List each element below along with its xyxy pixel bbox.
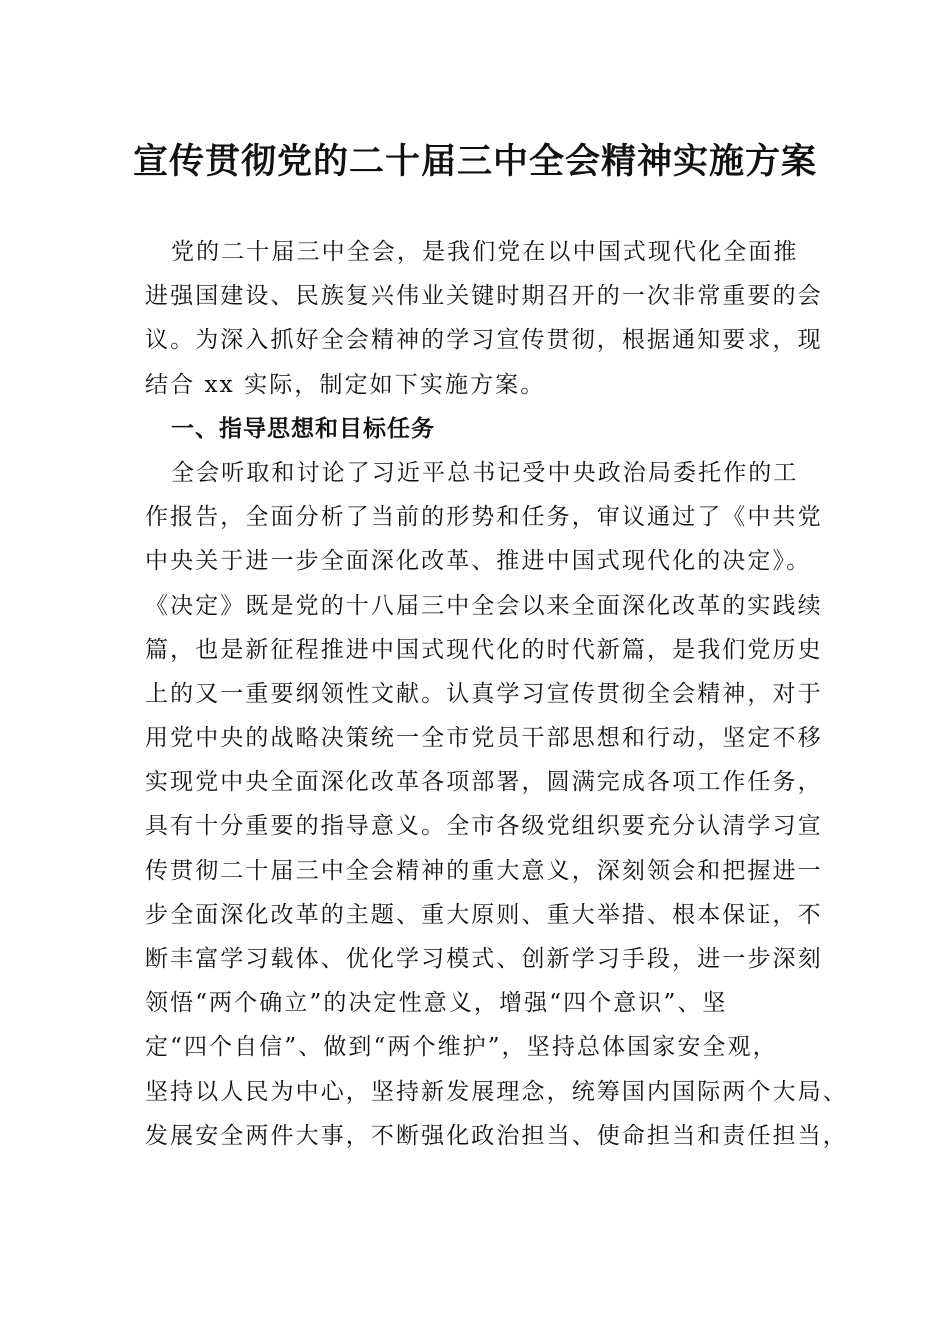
- paragraph-line: 断丰富学习载体、优化学习模式、创新学习手段，进一步深刻: [145, 946, 823, 972]
- paragraph-line: 全会听取和讨论了习近平总书记受中央政治局委托作的工: [171, 459, 799, 486]
- paragraph-line: 作报告，全面分析了当前的形势和任务，审议通过了《中共党: [145, 504, 823, 531]
- paragraph-line: 实现党中央全面深化改革各项部署，圆满完成各项工作任务，: [145, 769, 823, 796]
- paragraph-line: 上的又一重要纲领性文献。认真学习宣传贯彻全会精神，对于: [145, 680, 823, 707]
- paragraph-line: 党的二十届三中全会，是我们党在以中国式现代化全面推: [171, 239, 799, 265]
- paragraph-line: 具有十分重要的指导意义。全市各级党组织要充分认清学习宣: [145, 813, 823, 840]
- paragraph-line: 步全面深化改革的主题、重大原则、重大举措、根本保证，不: [145, 901, 823, 928]
- paragraph-line: 进强国建设、民族复兴伟业关键时期召开的一次非常重要的会: [145, 283, 823, 310]
- paragraph-line: 《决定》既是党的十八届三中全会以来全面深化改革的实践续: [145, 592, 823, 619]
- paragraph-line: 用党中央的战略决策统一全市党员干部思想和行动，坚定不移: [145, 725, 823, 752]
- paragraph-line: 定“四个自信”、做到“两个维护”，坚持总体国家安全观，: [145, 1034, 778, 1061]
- paragraph-line: 议。为深入抓好全会精神的学习宣传贯彻，根据通知要求，现: [145, 327, 823, 354]
- paragraph-line: 发展安全两件大事，不断强化政治担当、使命担当和责任担当，: [145, 1122, 848, 1149]
- paragraph-line: 结合 xx 实际，制定如下实施方案。: [145, 371, 546, 398]
- paragraph-line: 篇，也是新征程推进中国式现代化的时代新篇，是我们党历史: [145, 636, 823, 663]
- section-heading: 一、指导思想和目标任务: [171, 415, 435, 442]
- paragraph-line: 传贯彻二十届三中全会精神的重大意义，深刻领会和把握进一: [145, 857, 823, 884]
- document-title: 宣传贯彻党的二十届三中全会精神实施方案: [132, 141, 817, 182]
- document-body: [145, 230, 848, 1158]
- paragraph-line: 坚持以人民为中心，坚持新发展理念，统筹国内国际两个大局、: [145, 1078, 848, 1105]
- paragraph-line: 领悟“两个确立”的决定性意义，增强“四个意识”、坚: [145, 990, 728, 1017]
- paragraph-line: 中央关于进一步全面深化改革、推进中国式现代化的决定》。: [145, 548, 812, 575]
